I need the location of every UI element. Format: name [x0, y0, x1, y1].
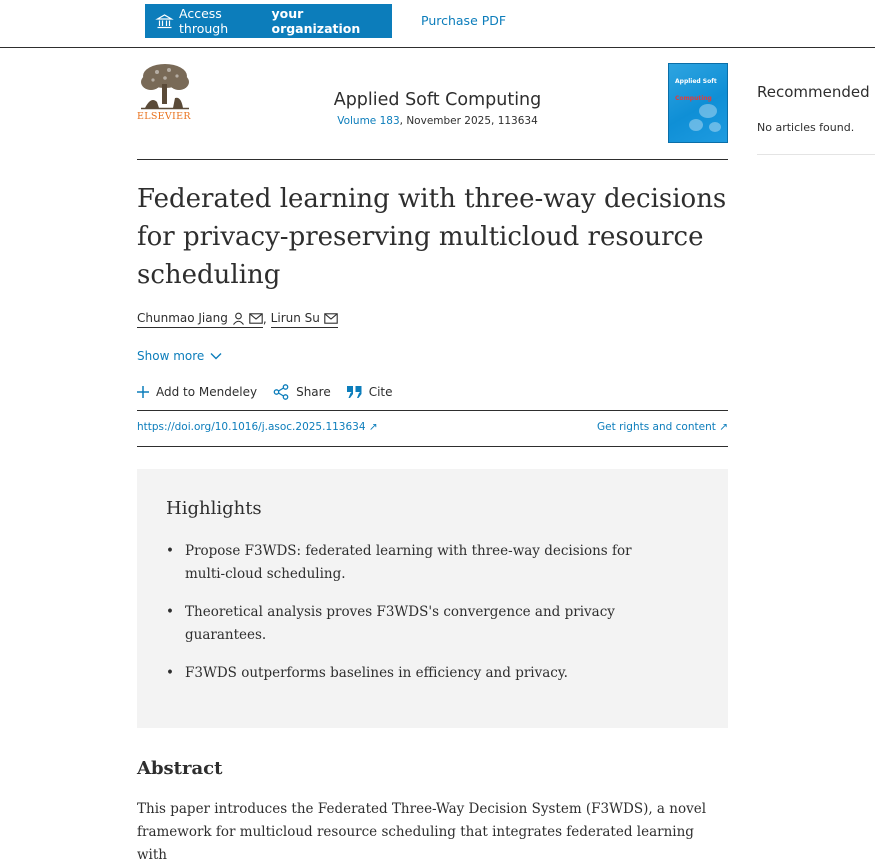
- article-actions: [137, 384, 409, 400]
- cover-decoration: [699, 104, 717, 118]
- doi-link[interactable]: [137, 421, 378, 433]
- author-separator: ,: [262, 312, 267, 326]
- highlight-item: • Propose F3WDS: federated learning with three-way decisions for multi-cloud scheduling.: [166, 540, 636, 586]
- top-bar: [0, 0, 875, 48]
- abstract-heading: Abstract: [137, 758, 223, 779]
- doi-top-divider: [137, 410, 728, 411]
- cover-title: Applied Soft: [675, 78, 717, 85]
- doi-text: https://doi.org/10.1016/j.asoc.2025.113634: [137, 421, 366, 433]
- add-to-mendeley-button[interactable]: [137, 385, 257, 399]
- get-rights-link[interactable]: [597, 421, 728, 433]
- recommended-empty-text: No articles found.: [757, 121, 855, 134]
- access-label-bold: your organization: [271, 6, 361, 36]
- show-more-button[interactable]: [137, 349, 222, 363]
- plus-icon: [137, 386, 149, 398]
- author-lirun-su[interactable]: [271, 311, 338, 328]
- highlights-list: [166, 540, 636, 700]
- quote-icon: [347, 386, 362, 398]
- article-title: Federated learning with three-way decisions for privacy-preserving multicloud resource scheduling: [137, 184, 727, 290]
- author-name: Chunmao Jiang: [137, 311, 228, 325]
- external-link-icon: ↗: [368, 421, 378, 433]
- cover-decoration: [709, 122, 721, 132]
- cover-subtitle: Computing: [675, 95, 712, 102]
- show-more-label: Show more: [137, 349, 205, 363]
- email-icon: [249, 313, 263, 324]
- highlights-heading: Highlights: [166, 498, 262, 519]
- volume-link[interactable]: Volume 183: [337, 115, 400, 127]
- header-divider: [137, 159, 728, 160]
- access-through-organization-button[interactable]: [145, 4, 392, 38]
- share-icon: [273, 384, 289, 400]
- journal-cover-thumbnail[interactable]: [668, 63, 728, 143]
- share-label: Share: [296, 385, 331, 399]
- purchase-pdf-link[interactable]: Purchase PDF: [421, 13, 507, 28]
- author-list: [137, 311, 338, 328]
- recommended-heading: Recommended: [757, 83, 870, 101]
- email-icon: [324, 313, 338, 324]
- external-link-icon: ↗: [719, 421, 728, 433]
- abstract-text: This paper introduces the Federated Three-Way Decision System (F3WDS), a novel framework for multicloud resource scheduling that integrates federated learning with: [137, 801, 707, 863]
- issue-date-and-number: , November 2025, 113634: [399, 115, 538, 127]
- author-name: Lirun Su: [270, 311, 320, 325]
- author-chunmao-jiang[interactable]: [137, 311, 263, 328]
- highlight-item: • F3WDS outperforms baselines in efficiency and privacy.: [166, 662, 636, 685]
- share-button[interactable]: [273, 384, 331, 400]
- journal-meta: [270, 115, 605, 127]
- add-to-mendeley-label: Add to Mendeley: [156, 385, 258, 399]
- doi-bottom-divider: [137, 446, 728, 447]
- highlight-item: • Theoretical analysis proves F3WDS's convergence and privacy guarantees.: [166, 601, 636, 647]
- elsevier-wordmark: ELSEVIER: [137, 111, 191, 122]
- journal-header: [270, 90, 605, 127]
- institution-icon: [156, 13, 173, 30]
- person-icon: [232, 312, 245, 325]
- cite-label: Cite: [368, 385, 393, 399]
- access-label-prefix: Access through: [179, 6, 229, 36]
- chevron-down-icon: [210, 352, 222, 360]
- cite-button[interactable]: [347, 385, 393, 399]
- highlights-section: [137, 469, 728, 728]
- cover-decoration: [689, 119, 703, 131]
- journal-title-link[interactable]: Applied Soft Computing: [333, 90, 542, 110]
- recommended-divider: [757, 154, 875, 155]
- rights-text: Get rights and content: [597, 421, 716, 433]
